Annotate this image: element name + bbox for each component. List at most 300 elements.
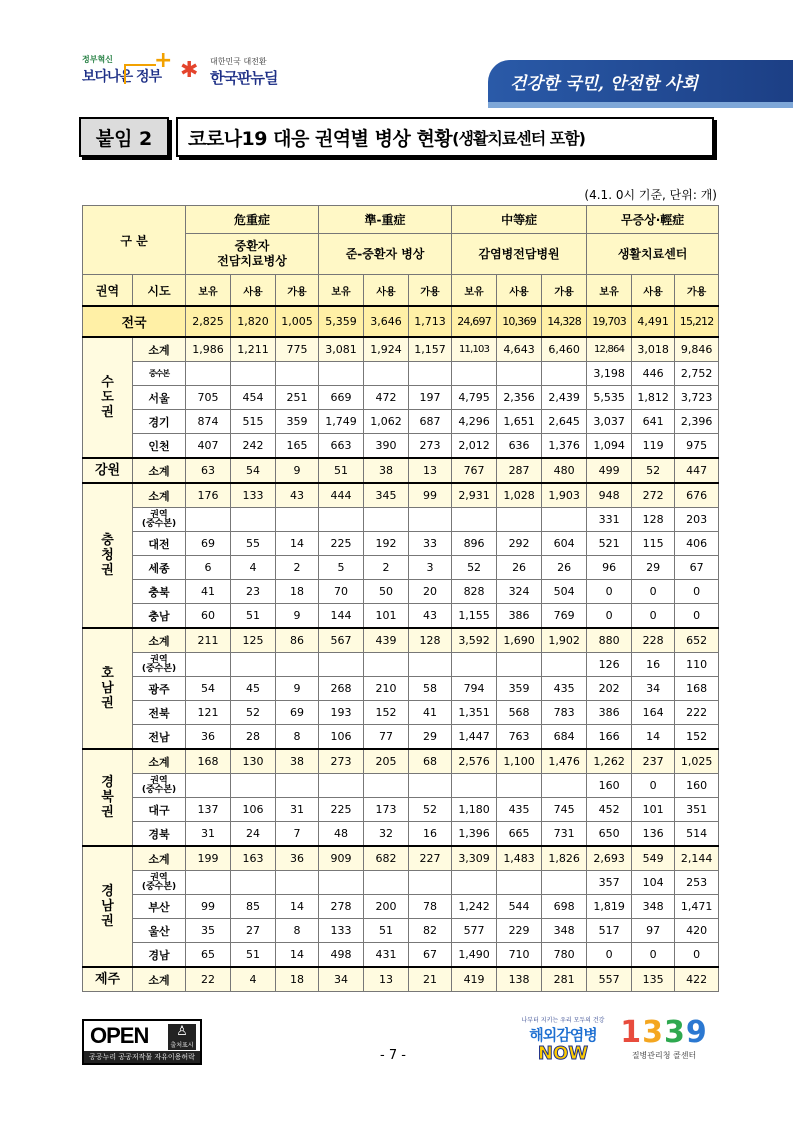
table-cell: 1,396 [452,822,497,847]
overseas-infection-now-logo [520,1015,606,1071]
table-cell: 665 [497,822,542,847]
city-label: 소계 [133,458,186,483]
table-cell: 126 [587,653,632,677]
table-cell [186,774,231,798]
table-row [83,798,719,822]
table-body [83,306,719,992]
city-label: 권역 (중수본) [133,774,186,798]
table-cell: 51 [231,604,276,629]
table-cell: 35 [186,919,231,943]
table-row [83,556,719,580]
table-cell: 242 [231,434,276,459]
table-cell: 604 [542,532,587,556]
table-cell: 1,924 [364,337,409,362]
table-cell: 2 [276,556,319,580]
region-label: 강원 [83,458,133,483]
table-cell: 10,369 [497,306,542,337]
table-cell: 2,356 [497,386,542,410]
table-cell [276,871,319,895]
table-cell: 775 [276,337,319,362]
table-cell: 253 [675,871,719,895]
table-cell: 163 [231,846,276,871]
table-cell: 78 [409,895,452,919]
table-row [83,943,719,968]
table-cell: 2,396 [675,410,719,434]
region-label: 호남권 [83,628,133,749]
table-cell: 419 [452,967,497,992]
table-row [83,532,719,556]
table-cell: 82 [409,919,452,943]
table-cell: 101 [364,604,409,629]
call-center-digit-2: 3 [642,1015,664,1050]
table-cell: 48 [319,822,364,847]
table-cell: 55 [231,532,276,556]
table-cell: 745 [542,798,587,822]
table-row [83,871,719,895]
table-cell: 1,826 [542,846,587,871]
table-row [83,458,719,483]
table-cell [542,362,587,386]
unit-note: (4.1. 0시 기준, 단위: 개) [584,188,717,202]
table-cell: 251 [276,386,319,410]
bed-status-table-wrapper [82,205,718,992]
table-cell: 498 [319,943,364,968]
city-label: 광주 [133,677,186,701]
table-cell: 3,646 [364,306,409,337]
table-cell: 568 [497,701,542,725]
table-cell: 203 [675,508,719,532]
table-cell: 1,483 [497,846,542,871]
table-cell: 14,328 [542,306,587,337]
table-cell [231,774,276,798]
table-cell: 43 [409,604,452,629]
table-cell: 669 [319,386,364,410]
table-cell: 357 [587,871,632,895]
table-cell: 687 [409,410,452,434]
table-cell [542,653,587,677]
slogan-banner [488,60,793,102]
city-label: 권역 (중수본) [133,871,186,895]
region-label: 제주 [83,967,133,992]
table-cell: 176 [186,483,231,508]
table-cell [409,774,452,798]
group-level-moderate: 中等症 [452,206,587,234]
table-cell: 68 [409,749,452,774]
now-small-text: 나부터 지키는 우리 모두의 건강 [521,1017,605,1024]
table-cell [364,871,409,895]
table-cell: 1,902 [542,628,587,653]
table-cell: 36 [276,846,319,871]
table-cell: 390 [364,434,409,459]
table-cell: 1,820 [231,306,276,337]
city-label: 소계 [133,967,186,992]
table-cell: 52 [632,458,675,483]
header-gubun: 구 분 [83,206,186,275]
gov-innovation-logo [82,50,172,92]
header-row-levels [83,206,719,234]
table-cell: 731 [542,822,587,847]
table-cell: 3,081 [319,337,364,362]
table-cell: 52 [409,798,452,822]
city-label: 울산 [133,919,186,943]
region-label: 수도권 [83,337,133,458]
table-row [83,580,719,604]
col-label-2: 가용 [276,275,319,307]
table-cell: 0 [587,604,632,629]
table-cell: 225 [319,798,364,822]
table-cell: 152 [364,701,409,725]
table-cell: 4,491 [632,306,675,337]
table-cell: 348 [542,919,587,943]
group-level-mild: 무증상·輕症 [587,206,719,234]
table-cell: 521 [587,532,632,556]
col-label-5: 가용 [409,275,452,307]
table-cell: 2,693 [587,846,632,871]
table-cell: 225 [319,532,364,556]
table-cell: 43 [276,483,319,508]
kdca-1339-logo [616,1016,712,1072]
table-cell: 446 [632,362,675,386]
table-cell: 386 [587,701,632,725]
table-cell: 0 [675,604,719,629]
city-label: 세종 [133,556,186,580]
table-cell: 1,242 [452,895,497,919]
table-cell: 880 [587,628,632,653]
table-cell: 794 [452,677,497,701]
korean-new-deal-logo [180,56,290,92]
table-cell: 407 [186,434,231,459]
table-cell [364,508,409,532]
table-cell [452,774,497,798]
table-cell: 16 [409,822,452,847]
table-cell: 45 [231,677,276,701]
attribution-text: 출처표시 [170,1042,194,1049]
table-cell: 60 [186,604,231,629]
table-cell: 130 [231,749,276,774]
table-cell [364,653,409,677]
table-cell: 22 [186,967,231,992]
table-cell: 77 [364,725,409,750]
table-cell: 99 [186,895,231,919]
table-cell: 12,864 [587,337,632,362]
table-cell: 0 [675,580,719,604]
table-cell: 125 [231,628,276,653]
table-row [83,701,719,725]
kogl-open-logo [82,1019,202,1065]
table-cell: 14 [276,895,319,919]
table-cell: 1,062 [364,410,409,434]
table-cell: 2,645 [542,410,587,434]
table-cell: 324 [497,580,542,604]
table-cell: 682 [364,846,409,871]
table-cell: 27 [231,919,276,943]
table-cell: 0 [632,580,675,604]
table-cell: 710 [497,943,542,968]
table-cell: 0 [587,943,632,968]
table-cell: 99 [409,483,452,508]
table-cell: 229 [497,919,542,943]
table-cell: 4 [231,556,276,580]
table-cell: 472 [364,386,409,410]
table-row [83,677,719,701]
table-cell: 359 [497,677,542,701]
table-cell: 9,846 [675,337,719,362]
table-cell: 192 [364,532,409,556]
table-cell: 1,180 [452,798,497,822]
table-cell [319,871,364,895]
col-label-10: 사용 [632,275,675,307]
col-label-4: 사용 [364,275,409,307]
table-cell: 2,752 [675,362,719,386]
city-label: 서울 [133,386,186,410]
table-cell: 3 [409,556,452,580]
table-cell [364,774,409,798]
table-cell: 14 [632,725,675,750]
table-cell [452,871,497,895]
table-row [83,846,719,871]
table-cell: 0 [632,604,675,629]
table-cell: 26 [542,556,587,580]
table-row [83,725,719,750]
table-cell: 783 [542,701,587,725]
table-cell: 237 [632,749,675,774]
logo2-main-text: 한국판뉴딜 [210,69,278,87]
table-cell: 1,005 [276,306,319,337]
table-cell: 1,094 [587,434,632,459]
table-cell: 164 [632,701,675,725]
table-cell: 41 [186,580,231,604]
table-cell: 19,703 [587,306,632,337]
table-cell: 34 [319,967,364,992]
attachment-label: 붙임 2 [79,117,169,157]
table-cell: 205 [364,749,409,774]
region-label: 충청권 [83,483,133,628]
table-cell: 5 [319,556,364,580]
region-label: 경남권 [83,846,133,967]
table-cell: 705 [186,386,231,410]
table-cell: 422 [675,967,719,992]
table-cell: 9 [276,458,319,483]
city-label: 권역 (중수본) [133,508,186,532]
table-cell: 1,749 [319,410,364,434]
slogan-text: 건강한 국민, 안전한 사회 [510,74,698,94]
table-cell: 128 [409,628,452,653]
table-cell: 874 [186,410,231,434]
table-cell: 67 [409,943,452,968]
table-cell: 2,439 [542,386,587,410]
table-row [83,749,719,774]
header-row-columns [83,275,719,307]
table-row [83,434,719,459]
table-cell: 160 [675,774,719,798]
table-cell [409,362,452,386]
table-cell: 7 [276,822,319,847]
table-cell: 24 [231,822,276,847]
table-cell: 345 [364,483,409,508]
table-cell: 197 [409,386,452,410]
table-cell: 420 [675,919,719,943]
table-cell: 160 [587,774,632,798]
table-cell: 663 [319,434,364,459]
table-cell: 515 [231,410,276,434]
table-row [83,774,719,798]
table-cell: 119 [632,434,675,459]
table-cell [452,653,497,677]
table-cell: 444 [319,483,364,508]
table-cell: 5,359 [319,306,364,337]
table-cell [276,653,319,677]
col-label-11: 가용 [675,275,719,307]
city-label: 경북 [133,822,186,847]
table-cell: 32 [364,822,409,847]
table-cell: 165 [276,434,319,459]
table-cell [364,362,409,386]
table-cell: 268 [319,677,364,701]
table-cell: 567 [319,628,364,653]
city-label: 소계 [133,628,186,653]
table-cell: 96 [587,556,632,580]
city-label: 소계 [133,846,186,871]
table-cell: 636 [497,434,542,459]
table-cell: 3,592 [452,628,497,653]
table-cell: 0 [632,774,675,798]
table-cell: 272 [632,483,675,508]
city-label: 경기 [133,410,186,434]
table-cell: 273 [319,749,364,774]
table-cell [276,508,319,532]
call-center-text: 질병관리청 콜센터 [631,1051,697,1060]
table-cell [409,871,452,895]
table-cell [186,508,231,532]
table-cell: 193 [319,701,364,725]
table-cell [231,508,276,532]
table-cell: 1,986 [186,337,231,362]
table-cell: 29 [409,725,452,750]
table-cell: 652 [675,628,719,653]
call-center-digit-4: 9 [685,1015,708,1050]
table-cell: 517 [587,919,632,943]
page-number: - 7 - [380,1048,406,1063]
table-cell: 1,471 [675,895,719,919]
table-row [83,628,719,653]
table-cell: 4,643 [497,337,542,362]
table-cell [497,653,542,677]
table-cell: 144 [319,604,364,629]
table-cell: 5,535 [587,386,632,410]
table-cell: 1,028 [497,483,542,508]
table-cell: 2,012 [452,434,497,459]
table-cell: 20 [409,580,452,604]
table-cell: 51 [231,943,276,968]
table-cell: 15,212 [675,306,719,337]
group-name-semi-icu: 준-중환자 병상 [319,234,452,275]
table-cell: 386 [497,604,542,629]
group-level-semi-critical: 準-重症 [319,206,452,234]
table-cell [276,362,319,386]
table-cell: 278 [319,895,364,919]
city-label: 충북 [133,580,186,604]
table-cell: 767 [452,458,497,483]
col-label-1: 사용 [231,275,276,307]
table-cell: 51 [319,458,364,483]
open-bar-text: 공공누리 공공저작물 자유이용허락 [84,1051,200,1063]
now-big-text: NOW [537,1043,589,1064]
table-cell [497,508,542,532]
table-row [83,337,719,362]
table-cell: 684 [542,725,587,750]
table-cell: 110 [675,653,719,677]
table-row [83,508,719,532]
table-cell [452,362,497,386]
col-label-7: 사용 [497,275,542,307]
table-cell: 1,819 [587,895,632,919]
table-cell: 133 [231,483,276,508]
table-cell [319,508,364,532]
table-cell [497,871,542,895]
table-cell: 50 [364,580,409,604]
table-cell: 1,903 [542,483,587,508]
table-cell: 29 [632,556,675,580]
table-cell: 54 [186,677,231,701]
table-cell [319,653,364,677]
table-cell [497,362,542,386]
table-cell: 331 [587,508,632,532]
col-city: 시도 [133,275,186,307]
table-row [83,386,719,410]
table-cell: 1,211 [231,337,276,362]
table-cell: 3,018 [632,337,675,362]
table-cell [186,362,231,386]
col-label-6: 보유 [452,275,497,307]
table-cell: 975 [675,434,719,459]
table-cell: 281 [542,967,587,992]
table-cell: 137 [186,798,231,822]
table-cell: 1,376 [542,434,587,459]
table-cell: 4 [231,967,276,992]
table-row [83,483,719,508]
logo1-bracket-icon [124,64,156,84]
table-cell: 1,490 [452,943,497,968]
table-cell: 65 [186,943,231,968]
table-cell: 447 [675,458,719,483]
table-cell [319,362,364,386]
table-cell: 14 [276,943,319,968]
table-cell: 2,144 [675,846,719,871]
col-label-0: 보유 [186,275,231,307]
table-cell: 348 [632,895,675,919]
table-cell: 21 [409,967,452,992]
city-label: 중수본 [133,362,186,386]
plus-icon: + [154,48,173,73]
table-cell: 106 [231,798,276,822]
table-cell: 24,697 [452,306,497,337]
table-cell: 14 [276,532,319,556]
table-cell: 292 [497,532,542,556]
national-label: 전국 [83,306,186,337]
group-name-icu: 중환자 전담치료병상 [186,234,319,275]
table-cell: 2,576 [452,749,497,774]
table-cell: 1,476 [542,749,587,774]
table-cell: 431 [364,943,409,968]
city-label: 대전 [133,532,186,556]
table-cell: 211 [186,628,231,653]
logo1-small-text: 정부혁신 [82,55,113,64]
table-cell: 106 [319,725,364,750]
table-cell [231,653,276,677]
table-cell: 3,309 [452,846,497,871]
table-row [83,919,719,943]
table-cell [542,774,587,798]
